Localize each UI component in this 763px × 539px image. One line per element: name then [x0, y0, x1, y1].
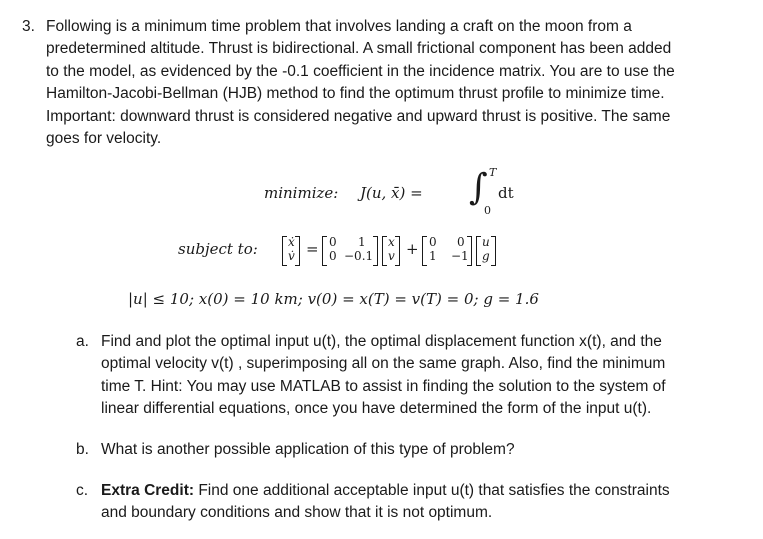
extra-credit-label: Extra Credit:	[101, 482, 195, 499]
input-matrix	[422, 234, 472, 266]
part-line-rest: Find one additional acceptable input u(t) that satisfies the constraints	[194, 482, 670, 499]
matrix-cell: 0	[457, 235, 465, 249]
part-line: optimal velocity v(t) , superimposing all on the same graph. Also, find the minimum	[101, 355, 666, 373]
intro-line: Important: downward thrust is considered negative and upward thrust is positive. The same	[46, 107, 671, 125]
question-number: 3.	[22, 18, 35, 35]
integral-sign: ∫	[469, 167, 488, 208]
intro-line: Hamilton-Jacobi-Bellman (HJB) method to find the optimum thrust profile to minimize time.	[46, 85, 665, 103]
boundary-conditions: |u| ≤ 10; x(0) = 10 km; v(0) = x(T) = v(T) = 0; g = 1.6	[128, 290, 539, 308]
state-vector	[382, 234, 400, 266]
system-matrix	[322, 234, 378, 266]
part-line: What is another possible application of this type of problem?	[101, 441, 515, 458]
matrix-cell: u	[482, 235, 490, 249]
integral-upper-limit: T	[489, 166, 497, 179]
part-b-text	[101, 439, 751, 461]
matrix-cell: g	[482, 249, 490, 263]
part-c-text	[101, 480, 751, 525]
part-line: linear differential equations, once you have determined the form of the input u(t).	[101, 400, 652, 418]
state-derivative-vector	[282, 234, 300, 266]
integrand: dt	[498, 184, 514, 202]
intro-line: to the model, as evidenced by the -0.1 coefficient in the incidence matrix. You are to use the	[46, 62, 675, 80]
integral-lower-limit: 0	[484, 204, 491, 217]
question-intro	[46, 16, 758, 150]
part-b-letter: b.	[76, 441, 89, 458]
part-line: time T. Hint: You may use MATLAB to assist in finding the solution to the system of	[101, 377, 666, 395]
matrix-cell: 0	[329, 235, 337, 249]
objective-function: J(u, x̄) =	[360, 184, 423, 202]
equals-sign: =	[306, 240, 319, 258]
part-a-letter: a.	[76, 333, 89, 350]
matrix-cell: x	[388, 235, 395, 249]
matrix-cell: 0	[329, 249, 337, 263]
matrix-cell: 0	[429, 235, 437, 249]
matrix-cell: −0.1	[344, 249, 374, 263]
input-vector	[476, 234, 496, 266]
matrix-cell: −1	[451, 249, 469, 263]
matrix-cell: v	[388, 249, 395, 263]
intro-line: Following is a minimum time problem that involves landing a craft on the moon from a	[46, 18, 632, 35]
part-line: and boundary conditions and show that it is not optimum.	[101, 504, 493, 522]
matrix-cell: 1	[429, 249, 437, 263]
part-line: Find and plot the optimal input u(t), the optimal displacement function x(t), and the	[101, 333, 662, 350]
part-line	[101, 480, 751, 502]
matrix-cell: 1	[358, 235, 366, 249]
intro-line: goes for velocity.	[46, 130, 162, 148]
intro-line: predetermined altitude. Thrust is bidirectional. A small frictional component has been added	[46, 40, 672, 58]
matrix-cell: ẋ	[288, 235, 295, 249]
matrix-cell: v̇	[288, 249, 295, 263]
objective-label: minimize:	[264, 184, 339, 202]
part-c-letter: c.	[76, 482, 89, 499]
part-a-text	[101, 331, 751, 421]
constraint-label: subject to:	[178, 240, 258, 258]
plus-sign: +	[406, 240, 419, 258]
